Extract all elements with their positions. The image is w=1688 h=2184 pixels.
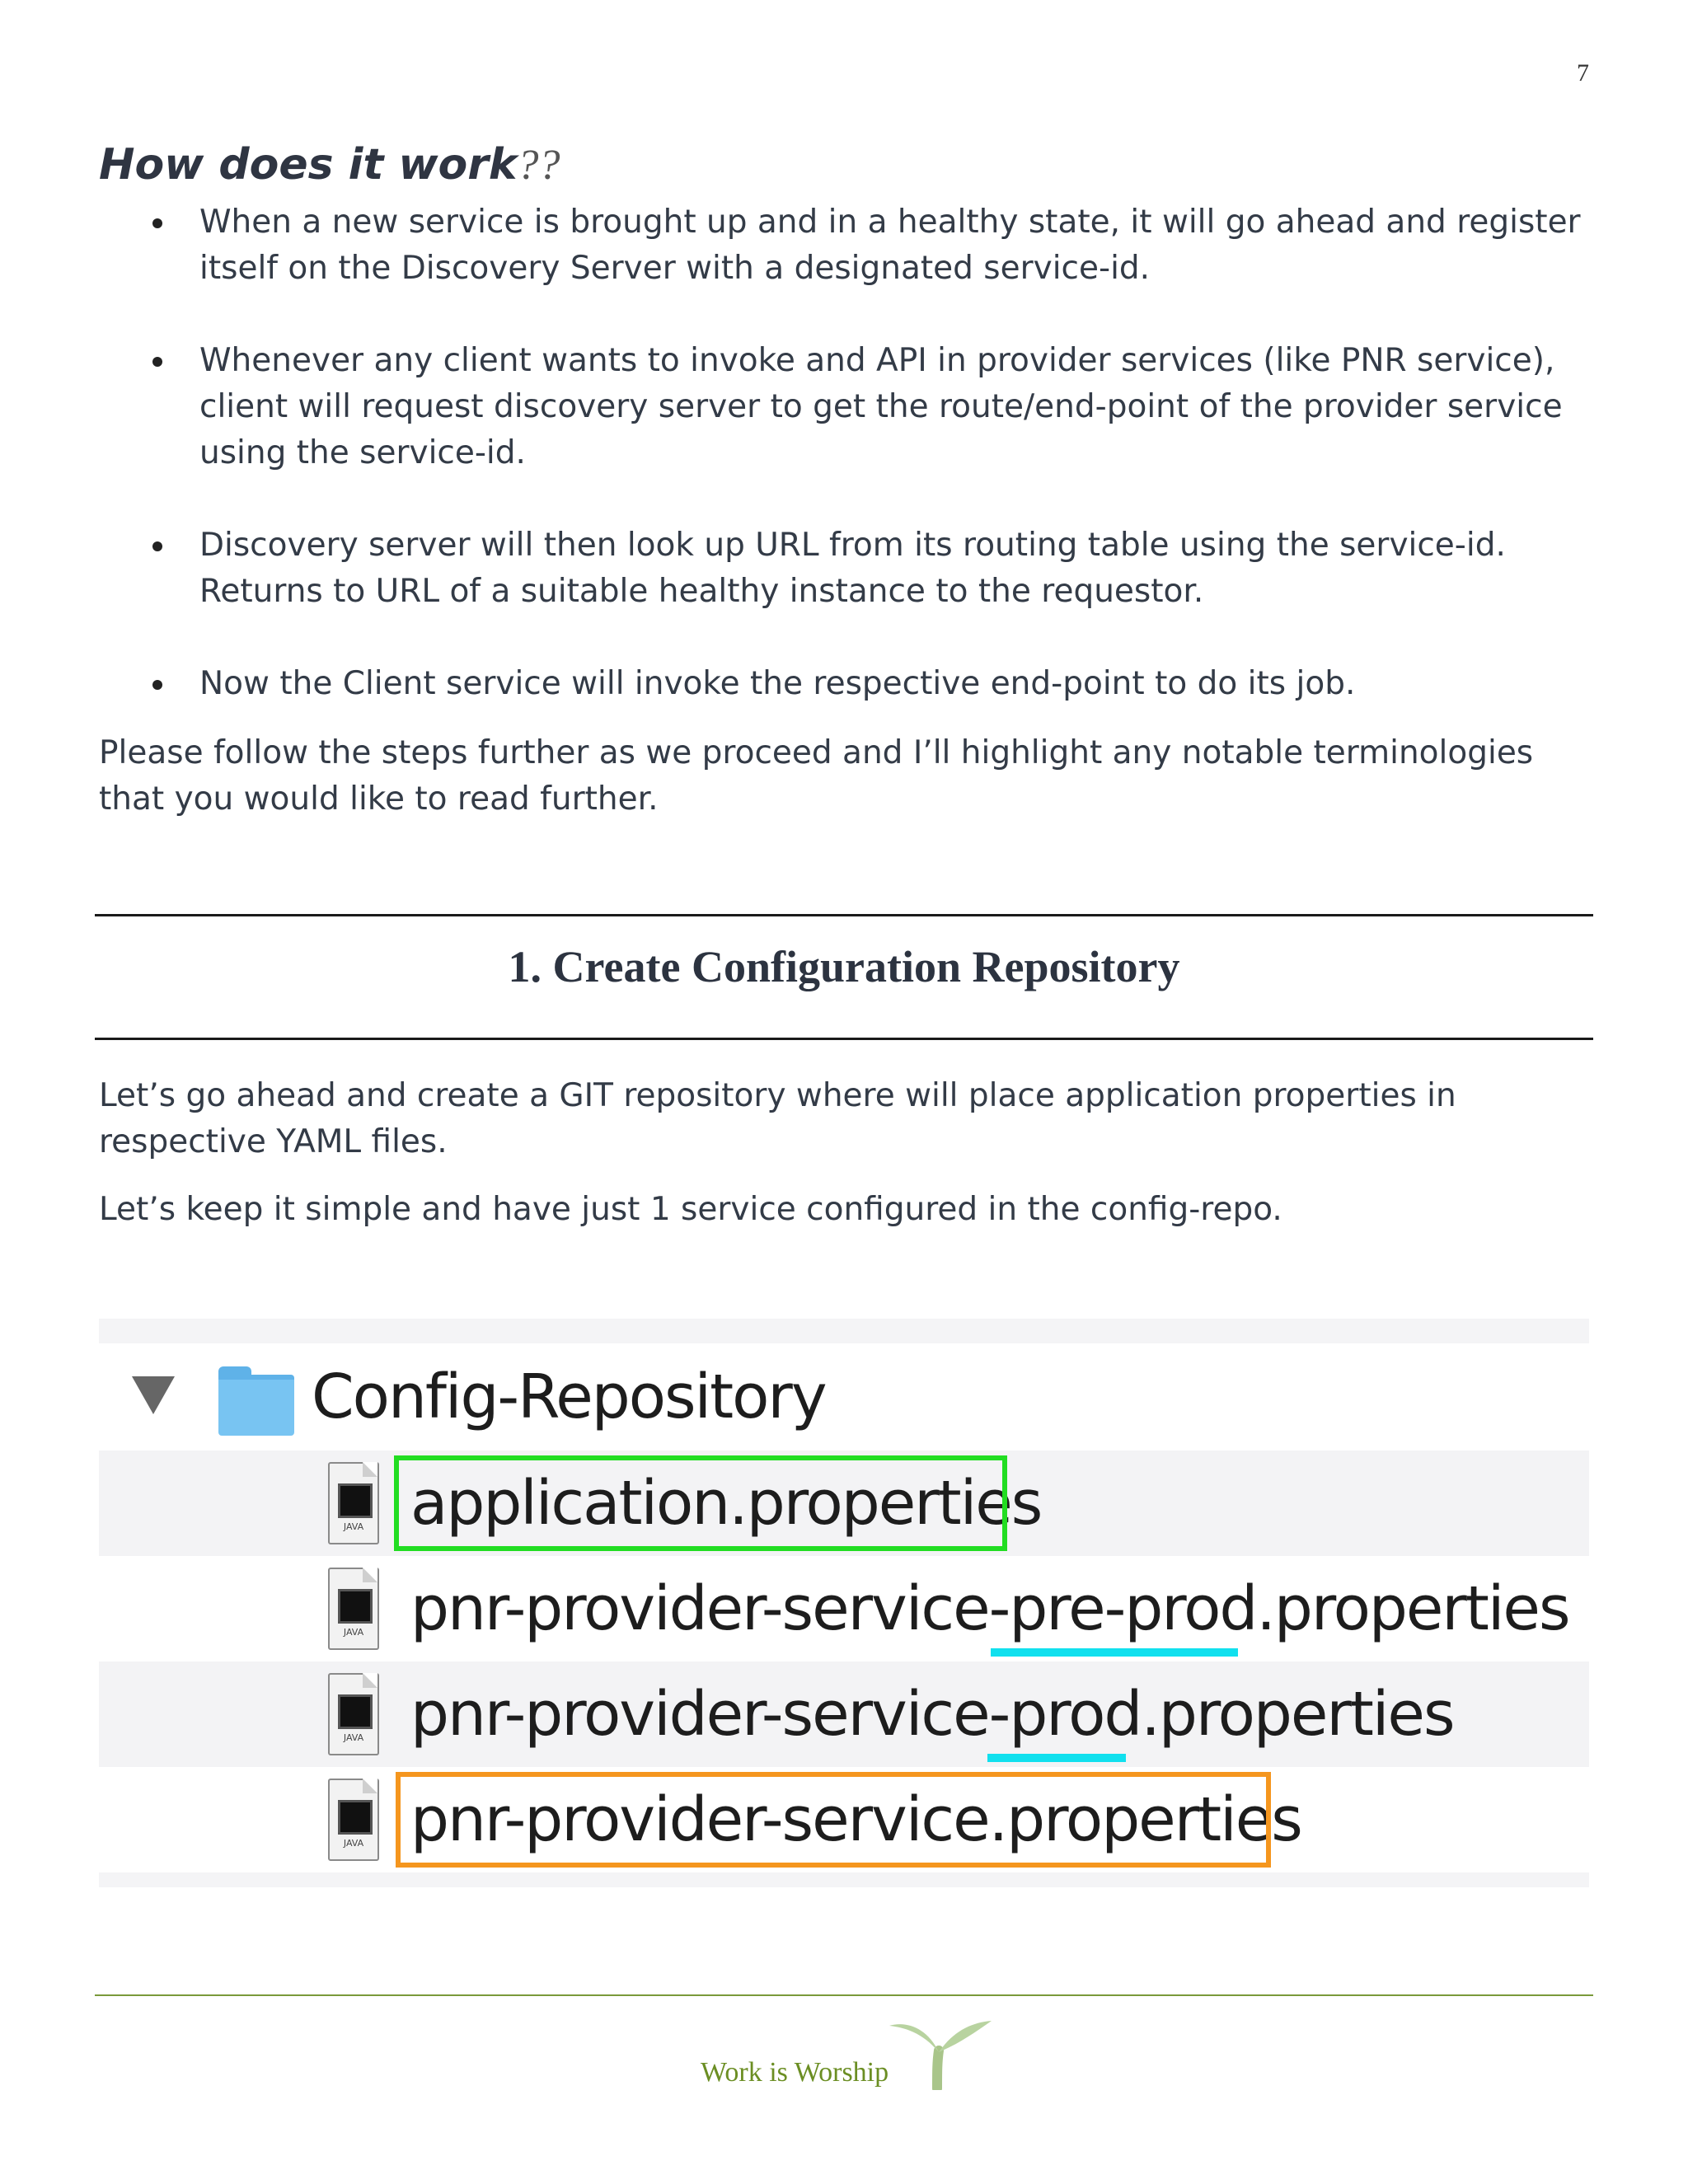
highlight-box-green [394,1455,1007,1551]
file-name: pnr-provider-service-pre-prod.properties [410,1573,1569,1644]
bullet-icon [152,357,162,367]
sprout-logo-icon [886,2018,993,2090]
folder-name[interactable]: Config-Repository [312,1361,826,1432]
section-title: 1. Create Configuration Repository [508,942,1180,991]
file-row[interactable] [99,1767,1589,1872]
tree-bottom-band [99,1872,1589,1887]
java-file-icon: JAVA [328,1673,379,1755]
highlight-underline-cyan [991,1648,1238,1657]
tree-top-band [99,1319,1589,1343]
bullet-text: Discovery server will then look up URL from its routing table using the service-id. Returns to URL of a suitable healthy instance to the requestor. [199,527,1506,610]
bullet-item [99,661,1582,707]
folder-icon [218,1366,294,1431]
bullet-icon [152,680,162,690]
section-paragraph: Let’s go ahead and create a GIT repository where will place application properties in respective YAML files. [99,1077,1456,1160]
heading-text: How does it work [99,140,518,190]
file-name: pnr-provider-service-prod.properties [410,1679,1454,1750]
file-row[interactable] [99,1556,1589,1661]
highlight-underline-cyan [987,1754,1126,1762]
footer-divider [95,1994,1593,1996]
file-name: application.properties [410,1468,1042,1539]
java-file-icon: JAVA [328,1568,379,1650]
file-row[interactable] [99,1451,1589,1556]
bullet-item [99,338,1582,476]
disclosure-triangle-icon[interactable] [132,1376,175,1414]
footer-motto: Work is Worship [701,2057,889,2088]
page-number: 7 [1577,59,1589,87]
bullet-list [99,199,1582,707]
bullet-item [99,523,1582,615]
closing-paragraph: Please follow the steps further as we proceed and I’ll highlight any notable terminologies that you would like to read further. [99,734,1534,818]
bullet-text: When a new service is brought up and in a healthy state, it will go ahead and register itself on the Discovery Server with a designated service-id. [199,204,1581,287]
section-paragraph: Let’s keep it simple and have just 1 service configured in the config-repo. [99,1191,1282,1228]
highlight-box-orange [396,1772,1271,1868]
java-file-icon: JAVA [328,1462,379,1544]
file-row[interactable] [99,1661,1589,1767]
bullet-item [99,199,1582,292]
bullet-text: Whenever any client wants to invoke and API in provider services (like PNR service), client will request discovery server to get the route/end-point of the provider service using the service-id. [199,342,1563,471]
java-file-icon: JAVA [328,1779,379,1861]
bullet-icon [152,218,162,228]
section-heading-how-it-works [99,140,560,190]
heading-suffix: ?? [517,142,560,189]
bullet-icon [152,541,162,551]
bullet-text: Now the Client service will invoke the respective end-point to do its job. [199,665,1356,702]
file-tree-screenshot [99,1319,1589,1896]
section-divider-top [95,914,1593,916]
section-divider-bottom [95,1038,1593,1040]
file-name: pnr-provider-service.properties [410,1784,1301,1855]
